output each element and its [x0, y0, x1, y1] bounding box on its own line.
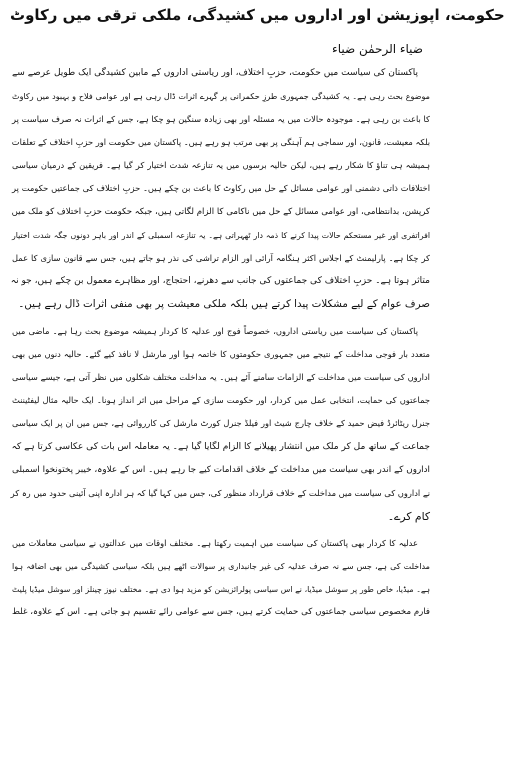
text-line: جنرل ریٹائرڈ فیض حمید کے خلاف چارج شیٹ اور فیلڈ جنرل کورٹ مارشل کی کارروائی ہے، جس میں ان پر ایک سیاسی — [12, 418, 430, 429]
text-line: کرپشن، بدانتظامی، اور عوامی مسائل کے حل میں ناکامی کا الزام لگاتی ہیں، جبکہ حکومت حزبِ اختلاف کو ملک میں — [11, 206, 430, 217]
text-line: صرف عوام کے لیے مشکلات پیدا کرتے ہیں بلکہ ملکی معیشت پر بھی منفی اثرات ڈال رہے ہیں۔ — [18, 297, 430, 310]
text-line: جماعت کے ساتھ مل کر ملک میں انتشار پھیلانے کا الزام لگایا گیا ہے۔ یہ معاملہ اس بات کی عکاسی کرتا ہے کہ — [11, 441, 430, 452]
text-line: ہمیشہ ہی تناؤ کا شکار رہے ہیں، لیکن حالیہ برسوں میں یہ تنازعہ شدت اختیار کر گیا ہے۔ فریقین کے درمیان سیاسی — [12, 160, 430, 171]
paragraph-2 — [12, 320, 430, 528]
text-line: اداروں کی سیاست میں مداخلت کے الزامات سامنے آئے ہیں۔ یہ مداخلت مختلف شکلوں میں نظر آتی ہے، جیسے سیاسی — [12, 372, 430, 383]
text-line: اداروں کے اندر بھی سیاست میں مداخلت کے خلاف اقدامات کیے جا رہے ہیں۔ اس کے علاوہ، خیبر پختونخوا اسمبلی — [12, 464, 430, 475]
article-body — [12, 62, 430, 772]
text-line: متاثر ہوتا ہے۔ حزبِ اختلاف کی جماعتوں کی جانب سے دھرنے، احتجاج، اور مظاہرے معمول بن چکے ہیں، جو نہ — [10, 275, 430, 286]
text-line: موضوع بحث رہی ہے۔ یہ کشیدگی جمہوری طرزِ حکمرانی پر گہرے اثرات ڈال رہی ہے اور عوامی فلاح و بہبود میں رکاوٹ — [12, 92, 430, 102]
text-line: پاکستان کی سیاست میں حکومت، حزبِ اختلاف، اور ریاستی اداروں کے مابین کشیدگی ایک طویل عرصے سے — [11, 68, 418, 78]
paragraph-1 — [12, 62, 430, 316]
text-line: فارم مخصوص سیاسی جماعتوں کی حمایت کرتے ہیں، جس سے عوامی رائے تقسیم ہو جاتی ہے۔ اس کے علاوہ، غلط — [12, 607, 430, 618]
text-line: ہے۔ میڈیا، خاص طور پر سوشل میڈیا، نے اس سیاسی پولرائزیشن کو مزید ہوا دی ہے۔ مختلف نیوز چینلز اور سوشل میڈیا پلیٹ — [12, 585, 430, 595]
text-line: پاکستان کی سیاست میں ریاستی اداروں، خصوصاً فوج اور عدلیہ کا کردار ہمیشہ موضوع بحث رہا ہے۔ ماضی میں — [12, 326, 418, 337]
text-line: عدلیہ کا کردار بھی پاکستان کی سیاست میں اہمیت رکھتا ہے۔ مختلف اوقات میں عدالتوں نے سیاسی معاملات میں — [12, 537, 418, 548]
text-line: کر چکا ہے۔ پارلیمنٹ کے اجلاس اکثر ہنگامہ آرائی اور الزام تراشی کی نذر ہو جاتے ہیں، جس سے قانون سازی کا عمل — [12, 252, 430, 263]
paragraph-3 — [12, 532, 430, 624]
text-line: بلکہ معیشت، قانون، اور سماجی ہم آہنگی پر بھی مرتب ہو رہے ہیں۔ پاکستان میں حکومت اور حزبِ اختلاف کے تعلقات — [11, 137, 430, 148]
text-line: متعدد بار فوجی مداخلت کے نتیجے میں جمہوری حکومتوں کا خاتمہ ہوا اور مارشل لا نافذ کیے گئے۔ حالیہ دنوں میں بھی — [12, 349, 430, 360]
text-line: کام کرے۔ — [387, 509, 430, 523]
text-line: نے اداروں کی سیاست میں مداخلت کے خلاف قرارداد منظور کی، جس میں کہا گیا کہ ہر ادارہ اپنی آئینی حدود میں رہ کر — [10, 487, 430, 498]
text-line: اختلافات ذاتی دشمنی اور عوامی مسائل کے حل میں رکاوٹ کا باعث بن چکے ہیں۔ حزبِ اختلاف کی جماعتیں حکومت پر — [12, 183, 430, 194]
text-line: جماعتوں کی حمایت، انتخابی عمل میں کردار، اور حکومت سازی کے مراحل میں اثر انداز ہونا۔ ایک حالیہ مثال لیفٹیننٹ — [12, 395, 430, 406]
text-line: کا باعث بن رہی ہے۔ موجودہ حالات میں یہ مسئلہ اور بھی زیادہ سنگین ہو چکا ہے، جس کے اثرات نہ صرف سیاست پر — [12, 114, 430, 125]
article-headline: حکومت، اپوزیشن اور اداروں میں کشیدگی، ملکی ترقی میں رکاوٹ — [10, 6, 505, 24]
article-byline: ضیاء الرحمٰن ضیاء — [332, 42, 423, 56]
text-line: افراتفری اور غیر مستحکم حالات پیدا کرنے کا ذمہ دار ٹھہراتی ہے۔ یہ تنازعہ اسمبلی کے اندر اور باہر دونوں جگہ شدت اختیار — [12, 230, 430, 240]
text-line: مداخلت کی ہے، جس سے نہ صرف عدلیہ کی غیر جانبداری پر سوالات اٹھے ہیں بلکہ سیاسی کشیدگی میں بھی اضافہ ہوا — [12, 561, 430, 571]
